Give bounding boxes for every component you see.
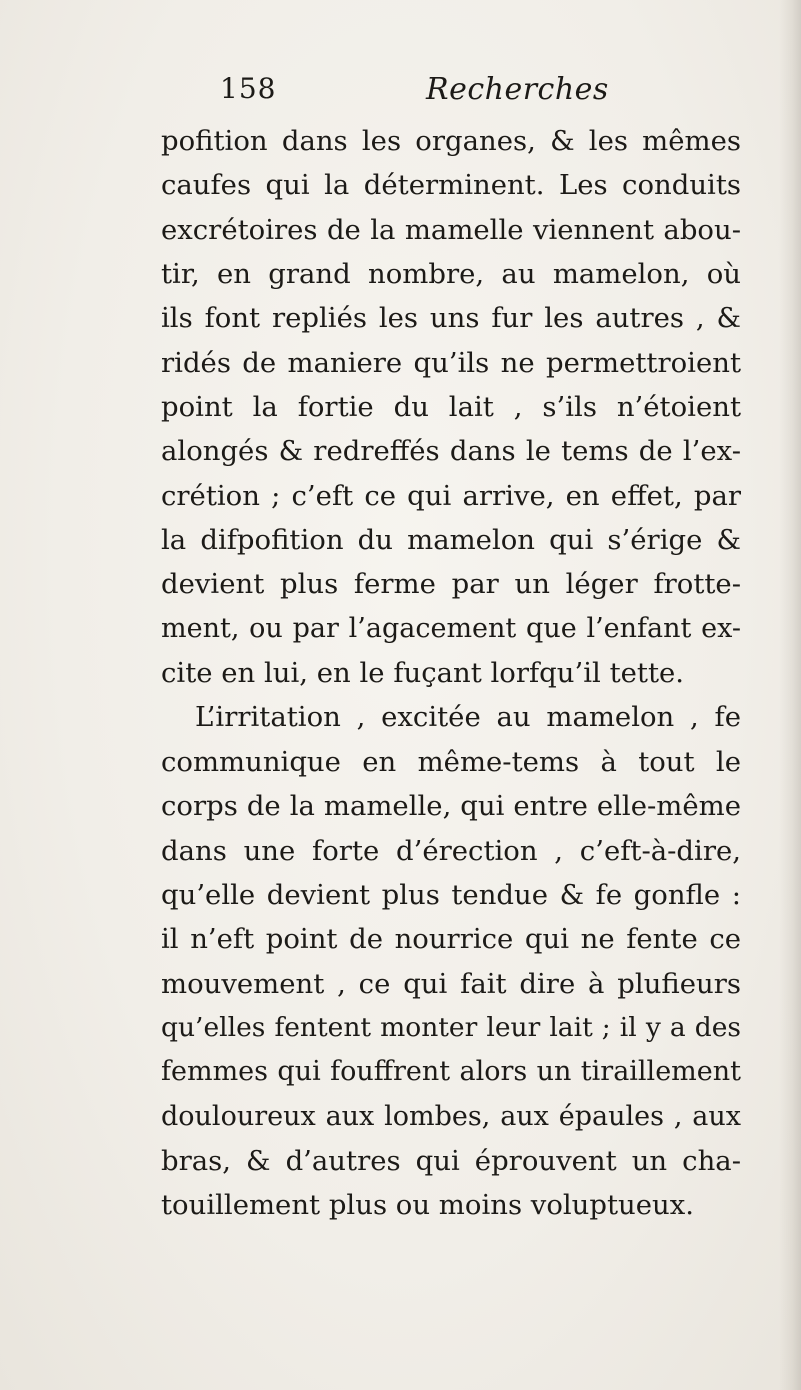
text-line: pofition dans les organes, & les mêmes — [161, 125, 741, 157]
body-text — [161, 119, 741, 1228]
text-line: qu’elles fentent monter leur lait ; il y a des — [161, 1011, 741, 1043]
text-line: douloureux aux lombes, aux épaules , aux — [161, 1100, 741, 1132]
text-line: touillement plus ou moins voluptueux. — [161, 1189, 695, 1222]
text-line: ridés de maniere qu’ils ne permettroient — [161, 346, 741, 379]
page-edge-shadow — [779, 0, 801, 1390]
text-line: mouvement , ce qui fait dire à plufieurs — [161, 967, 741, 1000]
text-line: L’irritation , excitée au mamelon , fe — [195, 701, 741, 734]
text-line: ils font repliés les uns fur les autres , & — [161, 302, 741, 335]
text-line: corps de la mamelle, qui entre elle-même — [161, 790, 741, 823]
text-line: cite en lui, en le fuçant lorfqu’il tette. — [161, 657, 685, 690]
text-line: la difpofition du mamelon qui s’érige & — [161, 524, 741, 557]
text-line: tir, en grand nombre, au mamelon, où — [161, 258, 741, 291]
text-line: caufes qui la déterminent. Les conduits — [161, 169, 741, 202]
page-number: 158 — [220, 72, 277, 105]
text-line: crétion ; c’eft ce qui arrive, en effet, par — [161, 479, 741, 512]
text-line: alongés & redreffés dans le tems de l’ex- — [161, 435, 741, 468]
text-line: femmes qui fouffrent alors un tiraillement — [161, 1056, 741, 1088]
text-line: point la fortie du lait , s’ils n’étoient — [161, 391, 741, 424]
text-line: qu’elle devient plus tendue & fe gonfle : — [161, 878, 741, 911]
page-header — [220, 72, 640, 112]
running-title: Recherches — [426, 72, 609, 107]
text-line: excrétoires de la mamelle viennent abou- — [161, 213, 741, 246]
text-line: il n’eft point de nourrice qui ne fente ce — [161, 923, 741, 956]
text-line: ment, ou par l’agacement que l’enfant ex- — [161, 612, 741, 644]
text-line: dans une forte d’érection , c’eft-à-dire, — [161, 834, 741, 867]
text-line: devient plus ferme par un léger frotte- — [161, 568, 741, 601]
text-line: communique en même-tems à tout le — [161, 745, 741, 778]
text-line: bras, & d’autres qui éprouvent un cha- — [161, 1144, 741, 1177]
